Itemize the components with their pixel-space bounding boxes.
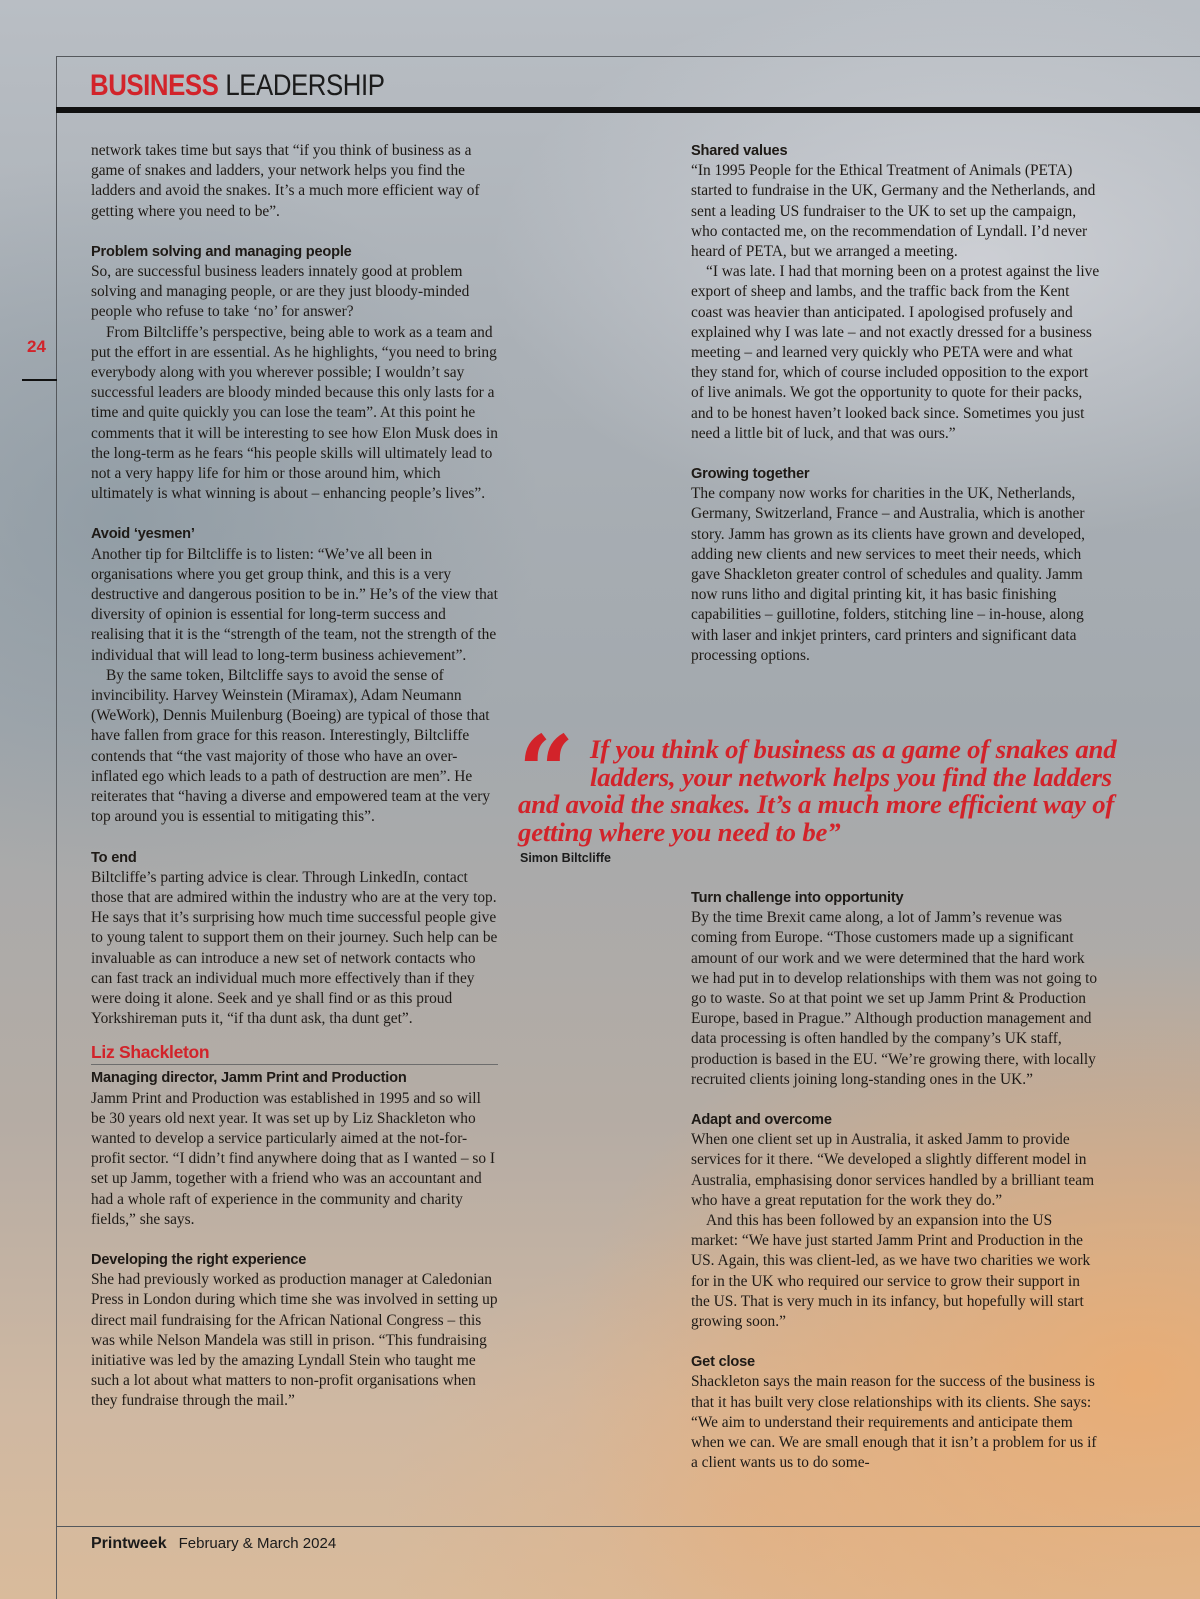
problem-paragraph-2: From Biltcliffe’s perspective, being able to work as a team and put the effort in are essential. As he highlights, “you need to bring everybody along with you wherever possible; I wouldn’t say successful leaders are bloody minded because this only lasts for a time and quite quickly you can lose the team”. At this point he comments that it will be interesting to see how Elon Musk does in the long-term as he fears “his people skills will ultimately lead to not a very happy life for him or those around him, which ultimately is what winning is about – enhancing people’s lives”. — [91, 323, 498, 503]
frame-top-line — [56, 56, 1200, 57]
left-column — [91, 141, 498, 1412]
avoid-paragraph-2: By the same token, Biltcliffe says to avoid the sense of invincibility. Harvey Weinstein (Miramax), Adam Neumann (WeWork), Dennis Muilenburg (Boeing) are typical of those that have fallen from grace for this reason. Interestingly, Biltcliffe contends that “the vast majority of those who have an over-inflated ego which leads to a path of destruction are men”. He reiterates that “having a diverse and empowered team at the very top around you is essential to mitigating this”. — [91, 666, 491, 826]
turn-paragraph: By the time Brexit came along, a lot of Jamm’s revenue was coming from Europe. “Those customers made up a significant amount of our work and we were determined that the hard work we had put in to develop relationships with them was not going to go to waste. So at that point we set up Jamm Print & Production Europe, based in Prague.” Although production management and data processing is often handled by the company’s UK staff, production is based in the EU. “We’re growing there, with locally recruited clients joining long-standing ones in the UK.” — [691, 909, 1098, 1088]
page-number-tick — [22, 379, 57, 381]
growing-paragraph: The company now works for charities in the UK, Netherlands, Germany, Switzerland, France – and Australia, which is another story. Jamm has grown as its clients have grown and developed, adding new clients and new services to meet their needs, which gave Shackleton greater control of schedules and quality. Jamm now runs litho and digital printing kit, it has basic finishing capabilities – guillotine, folders, stitching line – in-house, along with laser and inkjet printers, card printers and significant data processing options. — [691, 485, 1085, 664]
pull-quote — [518, 715, 1118, 865]
heading-adapt-overcome: Adapt and overcome — [691, 1112, 832, 1129]
pull-quote-attribution: Simon Biltcliffe — [520, 851, 611, 865]
issue-date: February & March 2024 — [178, 1535, 337, 1552]
shared-paragraph-2: “I was late. I had that morning been on a protest against the live export of sheep and lambs, and the traffic back from the Kent coast was heavier than anticipated. I apologised profusely and explained why I was late – and not exactly dressed for a business meeting – and learned very quickly who PETA were and what they stand for, which of course included opposition to the export of live animals. We got the opportunity to quote for their packs, and to be honest haven’t looked back since. Sometimes you just need a little bit of luck, and that was ours.” — [691, 263, 1100, 442]
frame-left-line — [56, 56, 57, 1599]
heading-get-close: Get close — [691, 1354, 755, 1371]
profile-role: Managing director, Jamm Print and Production — [91, 1070, 407, 1087]
header-rule — [56, 107, 1200, 113]
page-number: 24 — [27, 337, 46, 356]
right-column-bottom — [691, 888, 1101, 1473]
heading-problem-solving: Problem solving and managing people — [91, 243, 352, 260]
profile-paragraph: Jamm Print and Production was established in 1995 and so will be 30 years old next year. It was set up by Liz Shackleton who wanted to develop a service particularly aimed at the not-for-profit sector. “I didn’t find anywhere doing that as I wanted – so I set up Jamm, together with a friend who was an accountant and had a whole raft of experience in the community and charity fields,” she says. — [91, 1089, 496, 1228]
heading-growing-together: Growing together — [691, 466, 810, 483]
close-paragraph: Shackleton says the main reason for the success of the business is that it has built very close relationships with its clients. She says: “We aim to understand their requirements and anticipate them when we can. We are small enough that it isn’t a problem for us if a client wants us to do some- — [691, 1373, 1097, 1472]
frame-bottom-line — [56, 1526, 1200, 1527]
heading-right-experience: Developing the right experience — [91, 1251, 307, 1268]
subsection-title: LEADERSHIP — [225, 69, 385, 102]
pull-quote-text: If you think of business as a game of snakes and ladders, your network helps you find the ladders and avoid the snakes. It’s a much more efficient way of getting where you need to be” — [518, 734, 1117, 847]
end-paragraph: Biltcliffe’s parting advice is clear. Through LinkedIn, contact those that are admired within the industry who are at the very top. He says that it’s surprising how much time successful people give to young talent to support them on their journey. Such help can be invaluable as can introduce a new set of network contacts who can fast track an individual much more effectively than if they were doing it alone. Seek and ye shall find or as this proud Yorkshireman puts it, “if tha dunt ask, tha dunt get”. — [91, 868, 498, 1028]
problem-paragraph-1: So, are successful business leaders innately good at problem solving and managing people, or are they just bloody-minded people who refuse to take ‘no’ for answer? — [91, 263, 470, 321]
heading-to-end: To end — [91, 849, 137, 866]
quote-mark-icon: “ — [518, 715, 575, 830]
profile-name: Liz Shackleton — [91, 1041, 498, 1065]
adapt-paragraph-2: And this has been followed by an expansion into the US market: “We have just started Jamm Print and Production in the US. Again, this was client-led, as we have two charities we work for in the UK who required our service to grow their support in the US. That is very much in its infancy, but hopefully will start growing soon.” — [691, 1212, 1091, 1331]
shared-paragraph-1: “In 1995 People for the Ethical Treatment of Animals (PETA) started to fundraise in the UK, Germany and the Netherlands, and sent a leading US fundraiser to the UK to set up the campaign, who contacted me, on the recommendation of Lyndall. I’d never heard of PETA, but we arranged a meeting. — [691, 162, 1096, 261]
heading-turn-challenge: Turn challenge into opportunity — [691, 890, 904, 906]
adapt-paragraph-1: When one client set up in Australia, it asked Jamm to provide services for it there. “We developed a slightly different model in Australia, emphasising donor services handled by a brilliant team who have a great reputation for the work they do.” — [691, 1131, 1095, 1209]
magazine-name: Printweek — [91, 1535, 167, 1552]
experience-paragraph: She had previously worked as production manager at Caledonian Press in London during which time she was involved in setting up direct mail fundraising for the African National Congress – this was while Nelson Mandela was still in prison. “This fundraising initiative was led by the amazing Lyndall Stein who taught me such a lot about what matters to non-profit organisations when they fundraise through the mail.” — [91, 1271, 498, 1410]
heading-shared-values: Shared values — [691, 143, 788, 159]
section-header — [90, 66, 385, 106]
section-title: BUSINESS — [90, 69, 219, 102]
avoid-paragraph-1: Another tip for Biltcliffe is to listen: “We’ve all been in organisations where you get group think, and this is a very destructive and dangerous position to be in.” He’s of the view that diversity of opinion is essential for long-term success and realising that it is the “strength of the team, not the strength of the individual that will lead to long-term business achievement”. — [91, 545, 498, 664]
page-footer — [91, 1533, 336, 1555]
intro-paragraph: network takes time but says that “if you think of business as a game of snakes and ladders, your network helps you find the ladders and avoid the snakes. It’s a much more efficient way of getting where you need to be”. — [91, 142, 480, 220]
right-column-top — [691, 141, 1101, 666]
heading-avoid-yesmen: Avoid ‘yesmen’ — [91, 526, 195, 543]
